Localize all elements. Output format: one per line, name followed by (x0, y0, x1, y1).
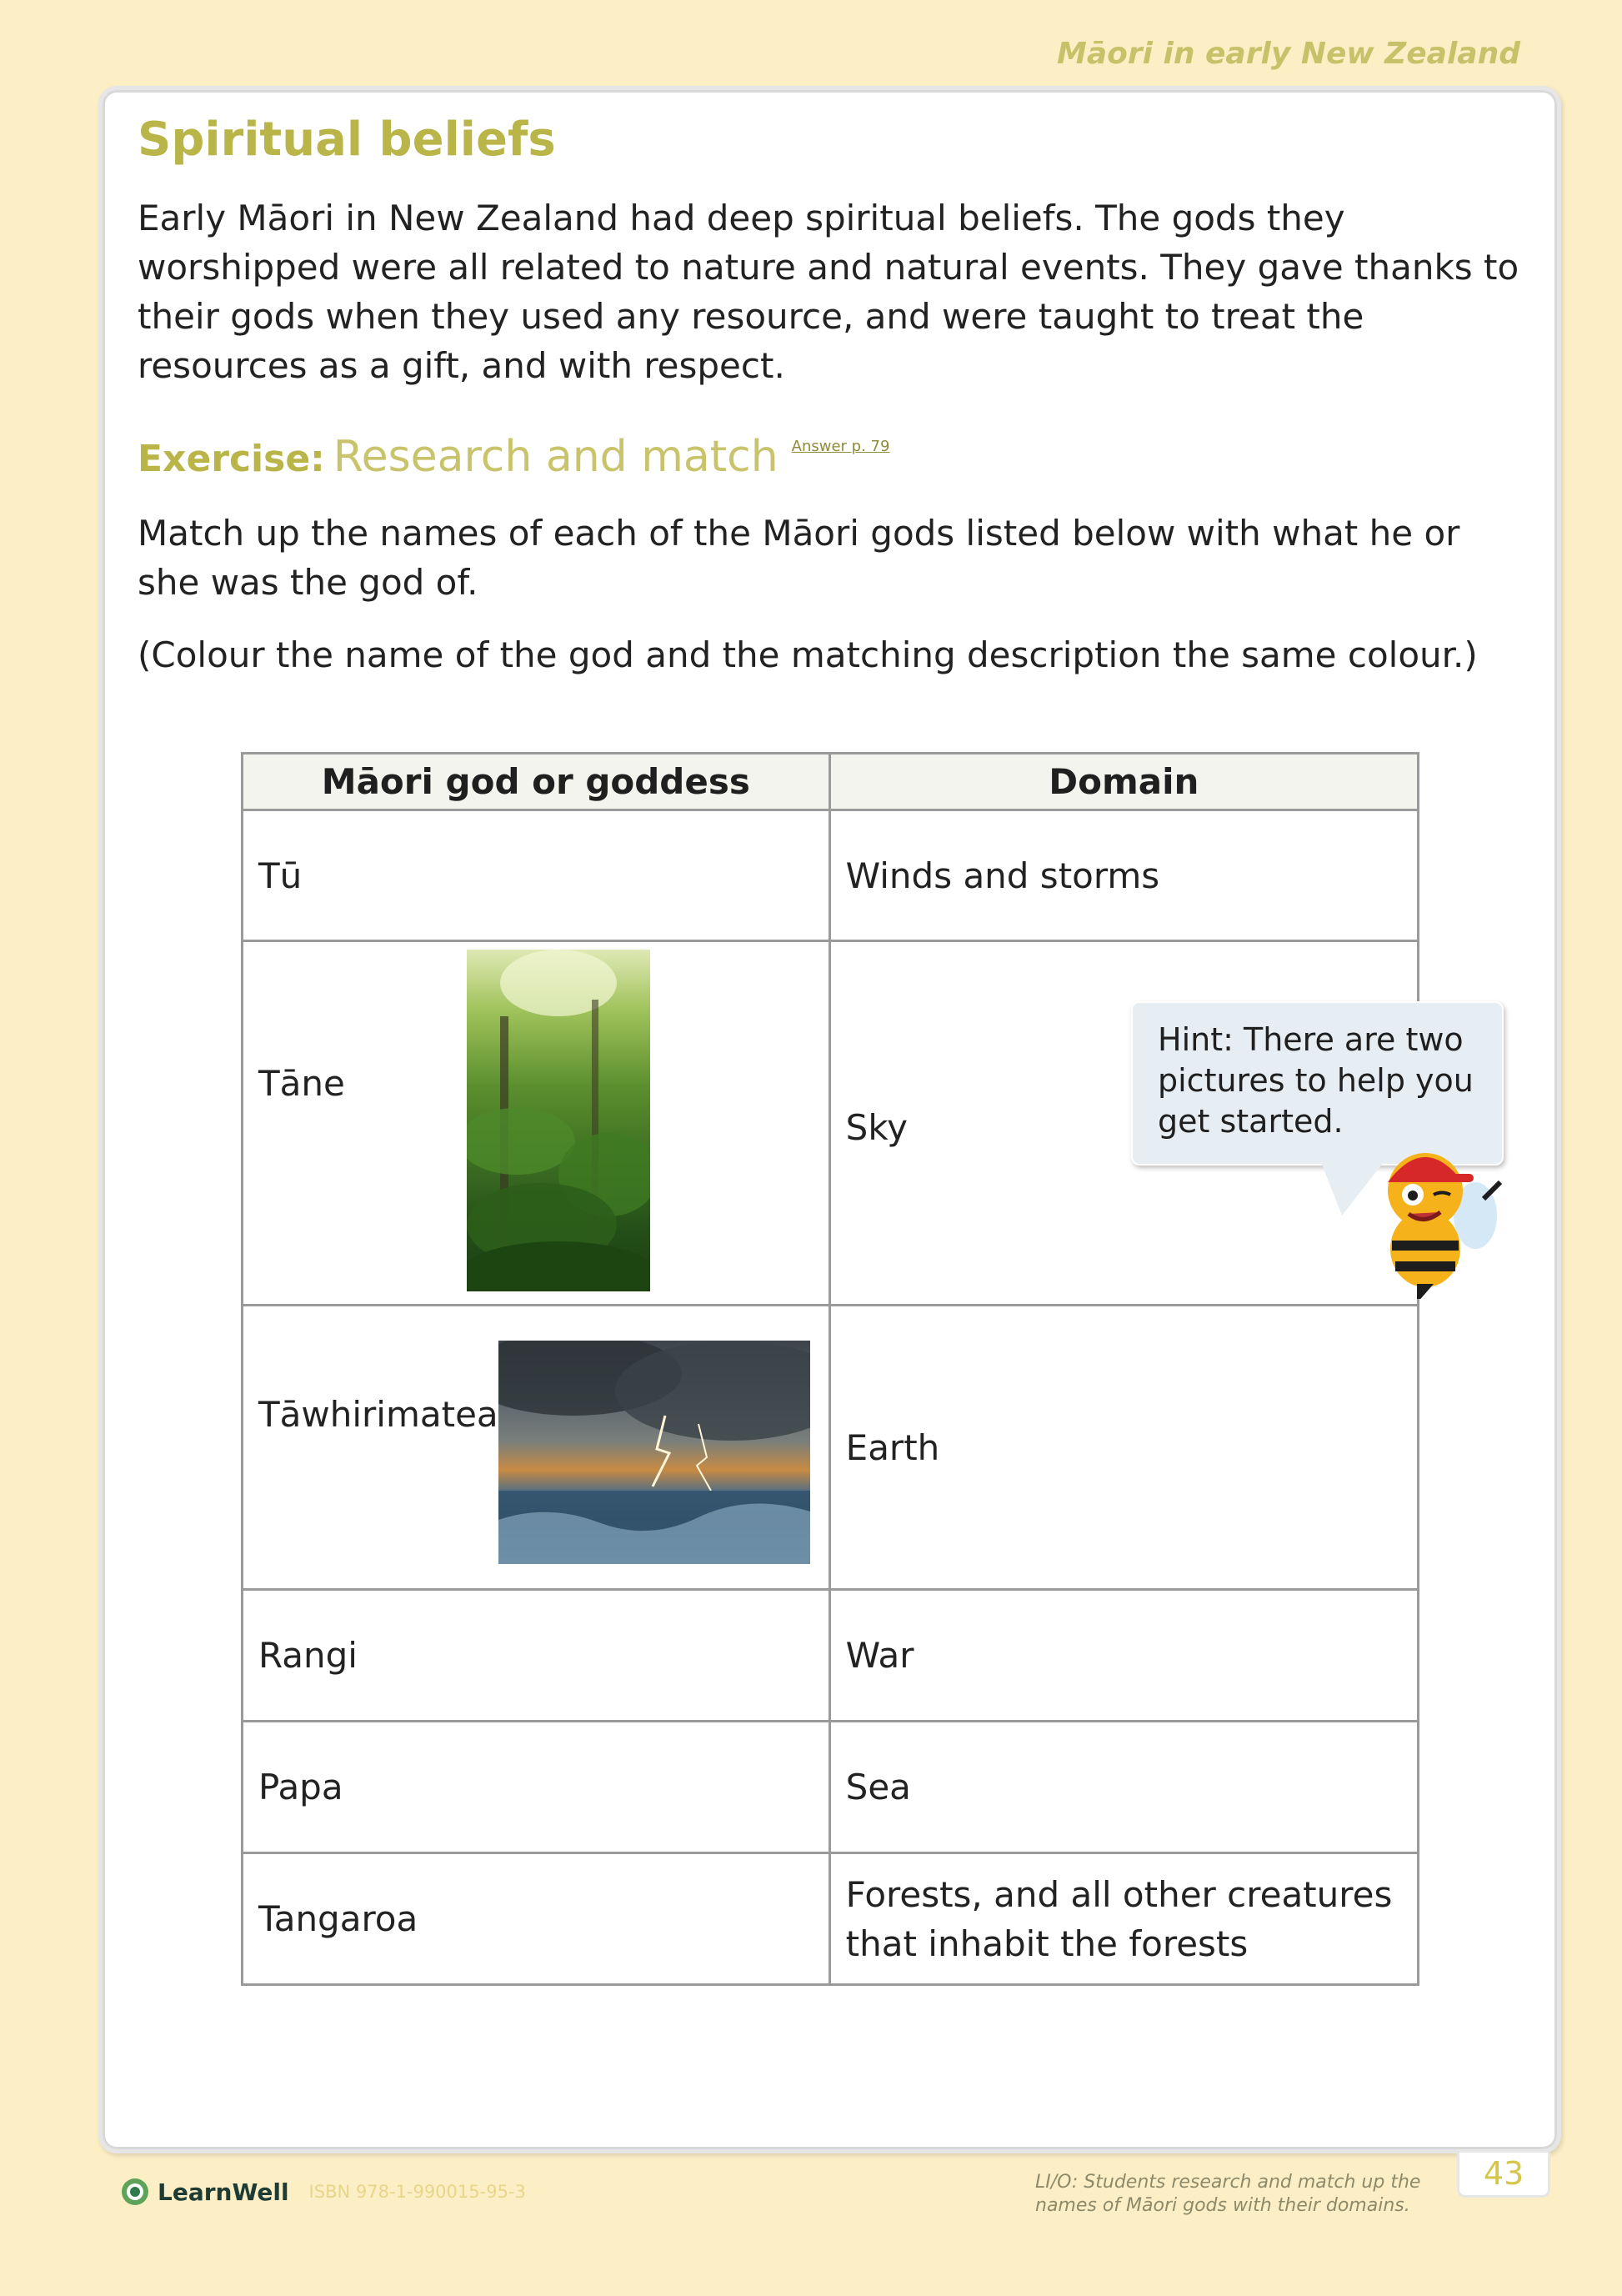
exercise-title: Research and match (333, 432, 778, 482)
domain-cell[interactable]: Earth (829, 1306, 1418, 1590)
brand-name: LearnWell (158, 2178, 289, 2206)
exercise-heading (138, 432, 889, 482)
exercise-note: (Colour the name of the god and the matching description the same colour.) (138, 634, 1478, 675)
storm-photo (498, 1341, 810, 1564)
exercise-instruction: Match up the names of each of the Māori gods listed below with what he or she was the god of. (138, 513, 1460, 603)
learning-objective: LI/O: Students research and match up the names of Māori gods with their domains. (1035, 2172, 1421, 2216)
god-cell[interactable]: Tāne (243, 941, 830, 1306)
god-cell[interactable]: Tangaroa (243, 1853, 830, 1985)
page-number: 43 (1457, 2153, 1550, 2198)
table-row (243, 1722, 1419, 1853)
god-cell[interactable]: Papa (243, 1722, 830, 1853)
table-row (243, 1853, 1419, 1985)
footer-brand (121, 2178, 526, 2206)
exercise-label: Exercise: (138, 438, 325, 480)
domain-cell[interactable]: Forests, and all other creatures that inhabit the forests (829, 1853, 1418, 1985)
god-cell[interactable]: Tū (243, 810, 830, 941)
forest-photo (467, 950, 650, 1291)
bee-mascot-icon (1367, 1124, 1509, 1299)
god-cell[interactable]: Tāwhirimatea (243, 1306, 830, 1590)
page-title: Spiritual beliefs (138, 113, 556, 167)
table-row (243, 1590, 1419, 1722)
intro-paragraph: Early Māori in New Zealand had deep spiritual beliefs. The gods they worshipped were all related to nature and natural events. They gave thanks to their gods when they used any resource, and were taught to treat the resources as a gift, and with respect. (138, 198, 1519, 386)
running-title: Māori in early New Zealand (1057, 37, 1520, 71)
hint-text: Hint: There are two pictures to help you get started. (1158, 1021, 1474, 1140)
header-god: Māori god or goddess (243, 754, 830, 810)
answer-reference-link[interactable]: Answer p. 79 (791, 438, 890, 455)
learnwell-logo-icon (121, 2178, 149, 2206)
header-domain: Domain (829, 754, 1418, 810)
isbn-text: ISBN 978-1-990015-95-3 (308, 2182, 526, 2202)
table-row (243, 1306, 1419, 1590)
god-cell[interactable]: Rangi (243, 1590, 830, 1722)
domain-cell[interactable]: Sky (829, 941, 1418, 1306)
table-row (243, 810, 1419, 941)
storm-photo-art (498, 1341, 810, 1564)
domain-cell[interactable]: Sea (829, 1722, 1418, 1853)
domain-cell[interactable]: Winds and storms (829, 810, 1418, 941)
table-header-row (243, 754, 1419, 810)
domain-cell[interactable]: War (829, 1590, 1418, 1722)
forest-photo-art (467, 950, 650, 1291)
gods-match-table (241, 752, 1419, 1986)
